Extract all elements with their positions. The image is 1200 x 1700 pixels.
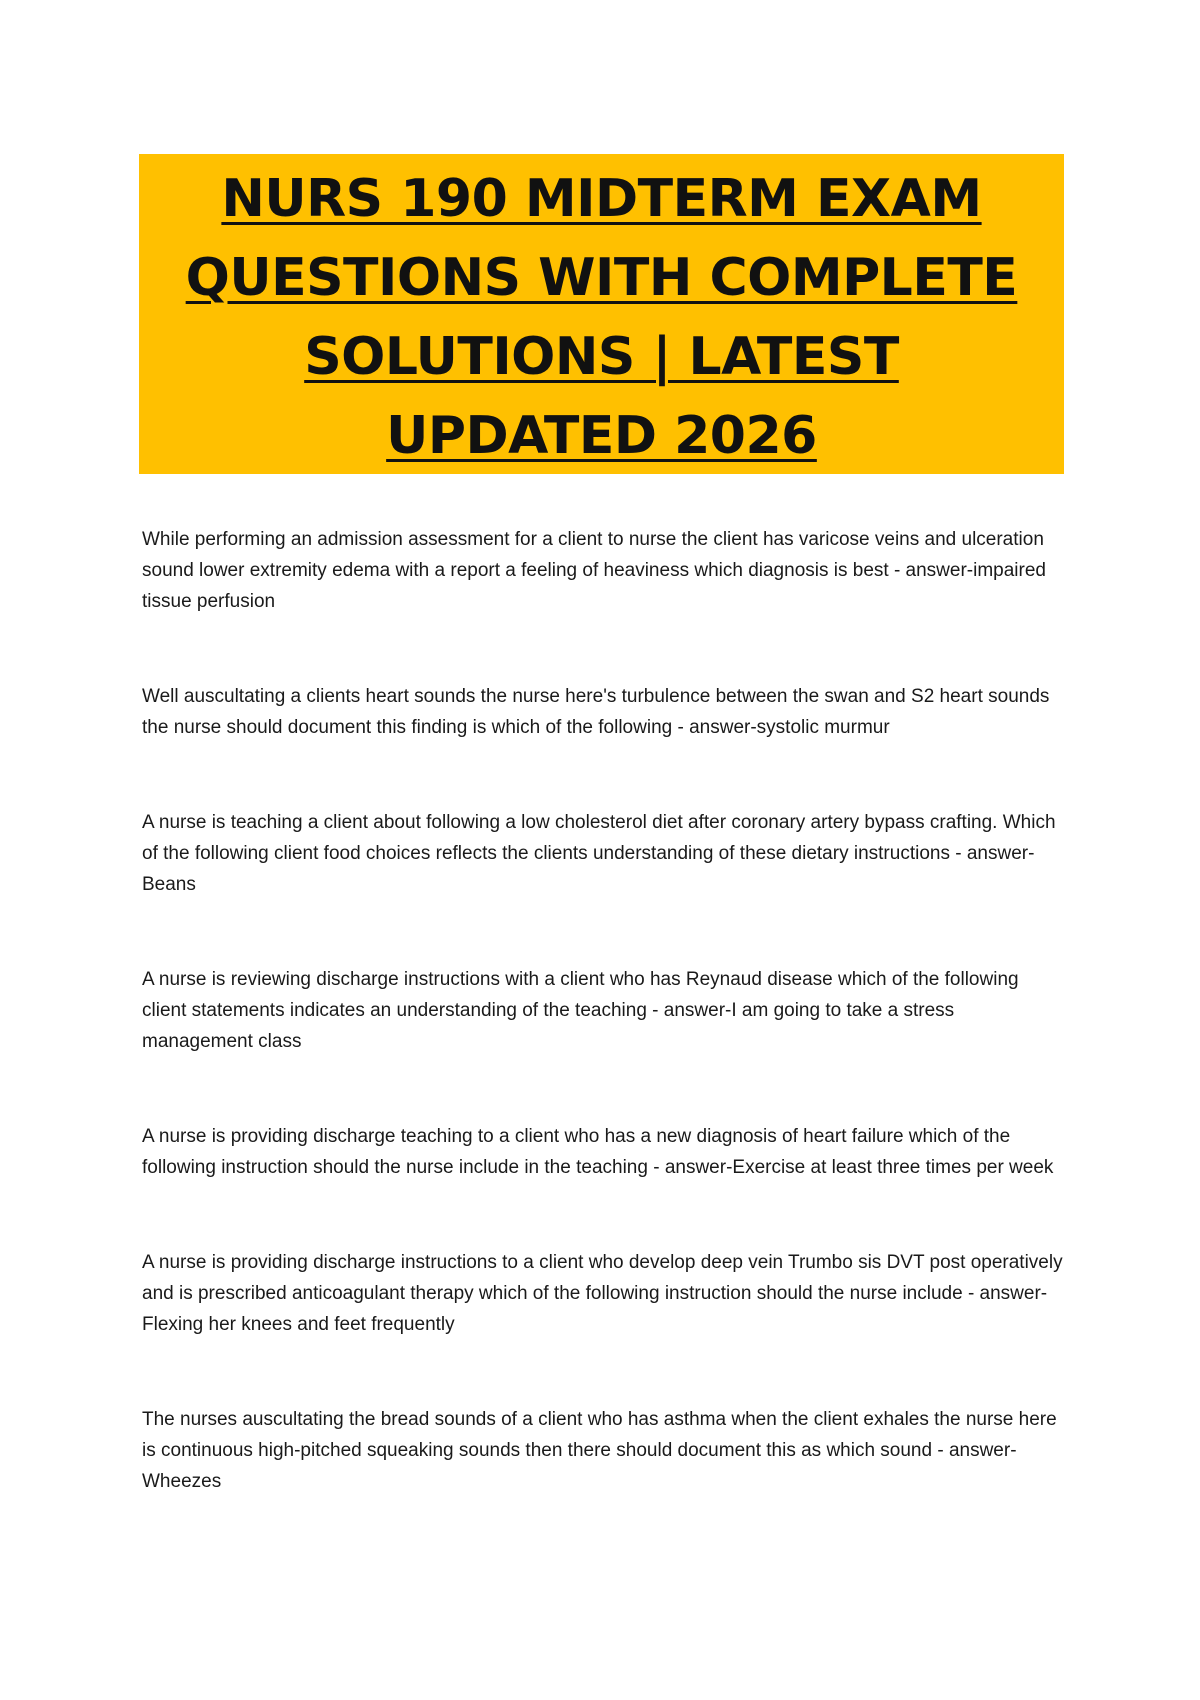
question-item bbox=[142, 1247, 1067, 1340]
question-item bbox=[142, 681, 1067, 743]
question-text: A nurse is providing discharge teaching to a client who has a new diagnosis of heart failure which of the following instruction should the nurse include in the teaching - answer-Exercise at least three times per week bbox=[142, 1126, 1054, 1178]
question-text: Well auscultating a clients heart sounds the nurse here's turbulence between the swan and S2 heart sounds the nurse should document this finding is which of the following - answer-systolic murmur bbox=[142, 686, 1050, 738]
question-item bbox=[142, 964, 1067, 1057]
question-text: While performing an admission assessment for a client to nurse the client has varicose veins and ulceration sound lower extremity edema with a report a feeling of heaviness which diagnosis is best - answer-impaired tissue perfusion bbox=[142, 529, 1046, 612]
question-item bbox=[142, 1121, 1067, 1183]
question-item bbox=[142, 1404, 1067, 1497]
question-text: A nurse is providing discharge instructions to a client who develop deep vein Trumbo sis DVT post operatively and is prescribed anticoagulant therapy which of the following instruction should the nurse include - answer-Flexing her knees and feet frequently bbox=[142, 1252, 1063, 1335]
question-text: A nurse is teaching a client about following a low cholesterol diet after coronary artery bypass crafting. Which of the following client food choices reflects the clients understanding of these dietary instructions - answer-Beans bbox=[142, 812, 1056, 895]
question-text: The nurses auscultating the bread sounds of a client who has asthma when the client exhales the nurse here is continuous high-pitched squeaking sounds then there should document this as which sound - answer-Wheezes bbox=[142, 1409, 1057, 1492]
title-banner bbox=[139, 154, 1064, 474]
question-item bbox=[142, 807, 1067, 900]
question-item bbox=[142, 524, 1067, 617]
question-list bbox=[142, 524, 1067, 1561]
question-text: A nurse is reviewing discharge instructions with a client who has Reynaud disease which of the following client statements indicates an understanding of the teaching - answer-I am going to take a stress management class bbox=[142, 969, 1019, 1052]
document-title: NURS 190 MIDTERM EXAM QUESTIONS WITH COMPLETE SOLUTIONS | LATEST UPDATED 2026 bbox=[185, 169, 1018, 466]
